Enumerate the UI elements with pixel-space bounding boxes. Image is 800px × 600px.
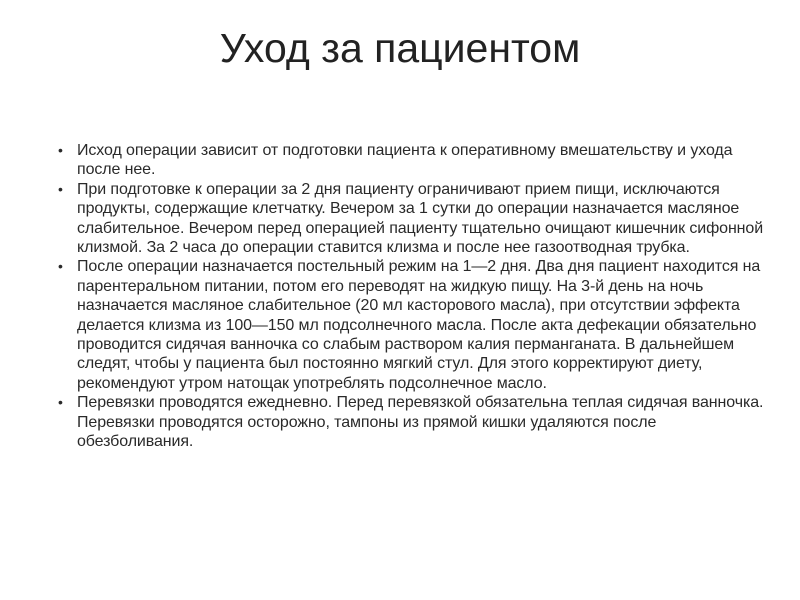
bullet-marker-icon: •	[58, 394, 63, 411]
bullet-marker-icon: •	[58, 258, 63, 275]
slide-title: Уход за пациентом	[219, 25, 581, 71]
bullet-item	[58, 141, 768, 180]
bullet-list	[58, 141, 768, 452]
bullet-text: После операции назначается постельный режим на 1—2 дня. Два дня пациент находится на парентеральном питании, потом его переводят на жидкую пищу. На 3-й день на ночь назначается масляное слабительное (20 мл касторового масла), при отсутствии эффекта делается клизма из 100—150 мл подсолнечного масла. После акта дефекации обязательно проводится сидячая ванночка со слабым раствором калия перманганата. В дальнейшем следят, чтобы у пациента был постоянно мягкий стул. Для этого корректируют диету, рекомендуют утром натощак употреблять подсолнечное масло.	[77, 258, 761, 392]
bullet-text: При подготовке к операции за 2 дня пациенту ограничивают прием пищи, исключаются продукты, содержащие клетчатку. Вечером за 1 сутки до операции назначается масляное слабительное. Вечером перед операцией пациенту тщательно очищают кишечник сифонной клизмой. За 2 часа до операции ставится клизма и после нее газоотводная трубка.	[77, 180, 764, 257]
bullet-text: Исход операции зависит от подготовки пациента к оперативному вмешательству и ухода после нее.	[77, 142, 733, 179]
bullet-item	[58, 257, 768, 393]
bullet-marker-icon: •	[58, 142, 63, 158]
bullet-item	[58, 180, 768, 258]
bullet-text: Перевязки проводятся ежедневно. Перед перевязкой обязательна теплая сидячая ванночка. Перевязки проводятся осторожно, тампоны из прямой кишки удаляются после обезболивания.	[77, 394, 764, 451]
bullet-item	[58, 393, 768, 451]
bullet-marker-icon: •	[58, 180, 63, 197]
